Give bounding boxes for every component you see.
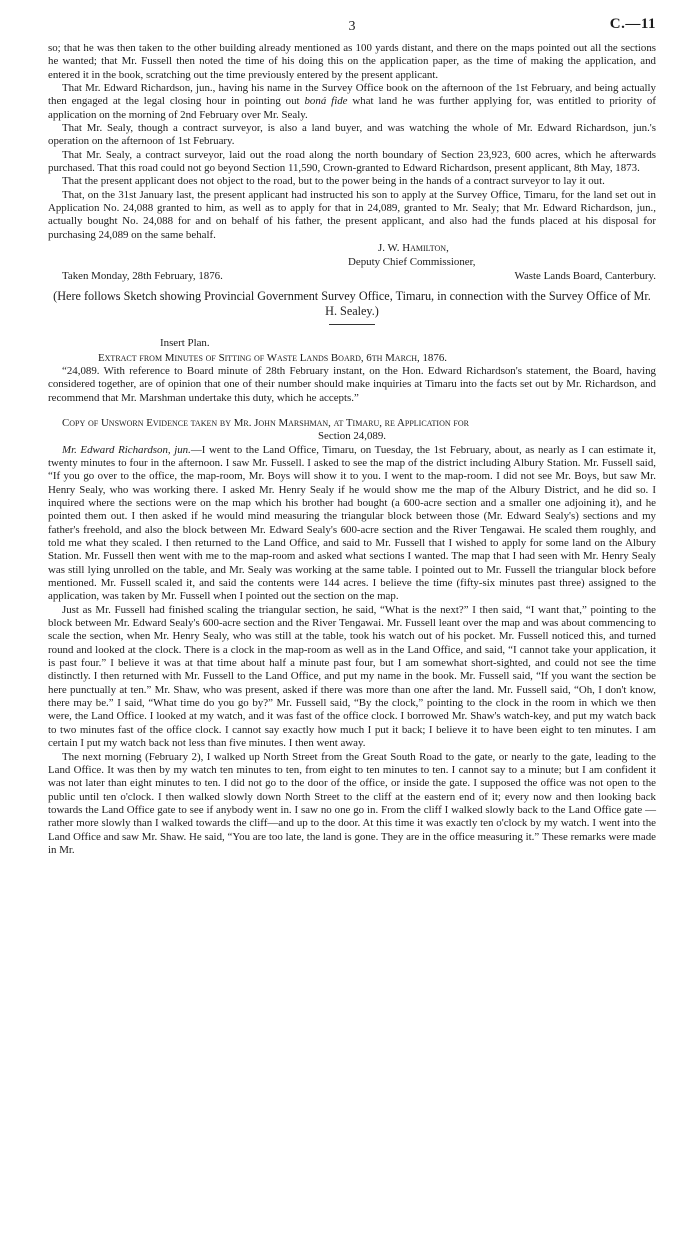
extract-text: “24,089. With reference to Board minute of 28th February instant, on the Hon. Edward Richardson's statement, the Board, having considered together, are of opinion that one of their number should make inquiries at Timaru into the facts set out by Mr. Richardson, and recommend that Mr. Marshman undertake this duty, which he accepts.”	[48, 364, 656, 404]
signature-name: J. W. Hamilton,	[378, 242, 449, 255]
taken-date: Taken Monday, 28th February, 1876.	[62, 269, 223, 282]
page-header	[48, 14, 656, 42]
signature-title: Deputy Chief Commissioner,	[348, 255, 476, 268]
paragraph-5: That the present applicant does not object to the road, but to the power being in the hands of a contract surveyor to lay it out.	[62, 175, 605, 188]
evidence-heading: Copy of Unsworn Evidence taken by Mr. John Marshman, at Timaru, re Application for	[62, 416, 469, 429]
page-number: 3	[348, 19, 356, 34]
paragraph-4: That Mr. Sealy, a contract surveyor, laid out the road along the north boundary of Section 23,923, 600 acres, which he afterwards purchased. That this road could not go beyond Section 11,590, Crown-granted to Edward Richardson, present applicant, 8th May, 1873.	[48, 148, 656, 175]
sketch-note: (Here follows Sketch showing Provincial Government Survey Office, Timaru, in connection with the Survey Office of Mr. H. Sealey.)	[53, 289, 651, 319]
evidence-speaker: Mr. Edward Richardson, jun.	[62, 443, 191, 456]
paragraph-2-italic: boná fide	[304, 95, 348, 108]
signature-board: Waste Lands Board, Canterbury.	[514, 269, 656, 282]
section-divider	[329, 324, 375, 325]
taken-row	[48, 270, 656, 283]
extract-heading: Extract from Minutes of Sitting of Waste Lands Board, 6th March, 1876.	[98, 351, 447, 364]
paragraph-3: That Mr. Sealy, though a contract surveyor, is also a land buyer, and was watching the whole of Mr. Edward Richardson, jun.'s operation on the afternoon of 1st February.	[48, 122, 656, 148]
paragraph-2-text-a: That Mr. Edward Richardson, jun., having his name in the Survey Office book on the afternoon of the 1st February, and being actually then engaged at the legal closing hour in pointing out	[48, 82, 656, 108]
evidence-paragraph-3: The next morning (February 2), I walked up North Street from the Great South Road to the gate, or nearly to the gate, leading to the Land Office. It was then by my watch ten minutes to ten, from eight to ten minutes to ten. I cannot say to a minute; but I am confident it was not later than eight minutes to ten. I did not go to the door of the office, or inside the gate. I supposed the office was not open to the public until ten o'clock. I then walked slowly down North Street to the cliff at the eastern end of it; every now and then looking back towards the Land Office gate to see if anybody went in. I saw no one go in. From the cliff I walked slowly back to the Land Office gate —rather more slowly than I walked towards the cliff—and up to the door. At this time it was exactly ten o'clock by my watch. I went into the Land Office and saw Mr. Shaw. He said, “You are too late, the land is gone. They are in the office measuring it.” These remarks were made in Mr.	[48, 750, 656, 856]
insert-plan-label: Insert Plan.	[160, 337, 210, 350]
evidence-paragraph-2: Just as Mr. Fussell had finished scaling the triangular section, he said, “What is the next?” I then said, “I want that,” pointing to the block between Mr. Edward Sealy's 600-acre section and the River Tengawai. Mr. Fussell leant over the map and was about commencing to scale the section, when Mr. Henry Sealy, who was still at the table, took his watch out of his pocket. Mr. Fussell noticed this, and turned round and looked at the clock. There is a clock in the map-room as well as in the Land Office, and said, “I cannot take your application, it is past four.” I believe it was at that time about half a minute past four, but I am somewhat short-sighted, and could not see the time distinctly. I then returned with Mr. Fussell to the Land Office, and put my name in the book. Mr. Fussell said, “If you want the section be here punctually at ten.” Mr. Shaw, who was present, asked if there was more than one after the land. Mr. Fussell said, “Oh, I don't know, there may be.” I said, “What time do you go by?” Mr. Fussell said, “By the clock,” pointing to the clock in the room in which we then were, the Land Office. I looked at my watch, and it was fast of the office clock. I borrowed Mr. Shaw's watch-key, and put my watch back to two minutes fast of the office clock. I cannot say exactly how much I put it back; I believe it to have been eight to ten minutes. I am certain I put my watch back not less than five minutes. I then went away.	[48, 603, 656, 750]
paragraph-2	[48, 82, 656, 122]
document-code: C.—11	[609, 16, 656, 32]
evidence-text-1: —I went to the Land Office, Timaru, on Tuesday, the 1st February, about, as nearly as I can estimate it, twenty minutes to four in the afternoon. I saw Mr. Fussell. I asked to see the map of the district including Albury Station. Mr. Fussell said, “If you go over to the office, the map-room, Mr. Boys will show it to you. I went to the map-room. I did not see Mr. Boys, but saw Mr. Henry Sealy, who was working there. I asked Mr. Henry Sealy if he would show me the map of the Albury District, and he did so. I inquired where the sections were on the map which his brother had bought (a 600-acre section and a smaller one adjoining it), and he pointed them out. I then asked if he would mind measuring the triangular block between those (Mr. Edward Sealy's) sections and my father's freehold, and also the block between Mr. Edward Sealy's 600-acre section and the River Tengawai. He scaled them roughly, and told me what they scaled. I then returned to the Land Office, and said to Mr. Fussell that I wished to apply for some land on the Albury Station. Mr. Fussell then went with me to the map-room and asked what sections I wanted. The map that I had seen with Mr. Henry Sealy was still lying unrolled on the table, and Mr. Sealy was working at the same table. I pointed out to Mr. Fussell the triangular block before mentioned. Mr. Fussell scaled it, and said the contents were 144 acres. I believe the time (fifty-six minutes past three) assigned to the application, was taken by Mr. Fussell when I pointed out the section on the map.	[48, 443, 656, 603]
paragraph-6: That, on the 31st January last, the present applicant had instructed his son to apply at the Survey Office, Timaru, for the land set out in Application No. 24,088 granted to him, as well as to apply for that in 24,089, granted to Mr. Sealy; that Mr. Edward Richardson, jun., actually bought No. 24,088 for and on behalf of his father, the present applicant, and also had the funds placed at his disposal for purchasing 24,089 on the same behalf.	[48, 188, 656, 241]
evidence-paragraph-1	[48, 444, 656, 604]
signature-block	[348, 242, 656, 269]
evidence-subheading: Section 24,089.	[317, 430, 387, 443]
paragraph-2-text-b: what land he was further applying for, was entitled to priority of application on the morning of 2nd February over Mr. Sealy.	[48, 95, 656, 121]
paragraph-1: so; that he was then taken to the other building already mentioned as 100 yards distant, and there on the maps pointed out all the sections he wanted; that Mr. Fussell then noted the time of his doing this on the application paper, as the time of making the application, and entered it in the book, scratching out the time previously entered by the present applicant.	[48, 42, 656, 81]
